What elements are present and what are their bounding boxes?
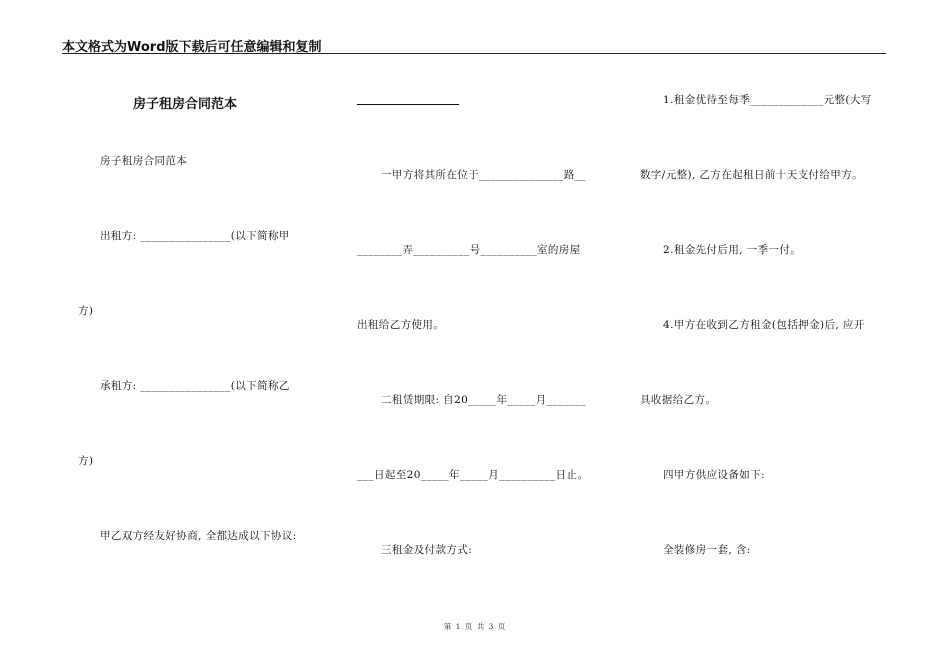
header-divider <box>62 53 886 54</box>
right-line-2: 数字/元整), 乙方在起租日前十天支付给甲方。 <box>640 169 864 181</box>
right-line-7: 全装修房一套, 含: <box>663 544 751 556</box>
right-line-3: 2.租金先付后用, 一季一付。 <box>663 244 802 256</box>
document-title: 房子租房合同范本 <box>133 97 238 112</box>
page-number: 第 1 页 共 3 页 <box>443 622 507 631</box>
right-line-1: 1.租金优待至每季_____________元整(大写 <box>663 94 872 106</box>
middle-line-2: ________弄__________号__________室的房屋 <box>357 244 581 256</box>
left-line-3: 方) <box>78 305 94 317</box>
right-line-4: 4.甲方在收到乙方租金(包括押金)后, 应开 <box>663 319 865 331</box>
left-line-2: 出租方: ________________(以下简称甲 <box>100 230 290 242</box>
middle-line-4: 二租赁期限: 自20_____年_____月_______ <box>381 394 587 406</box>
left-line-5: 方) <box>78 455 94 467</box>
left-line-1: 房子租房合同范本 <box>100 155 188 167</box>
document-header: 本文格式为Word版下载后可任意编辑和复制 <box>62 40 322 55</box>
middle-line-1: 一甲方将其所在位于_______________路__ <box>381 169 587 181</box>
right-line-6: 四甲方供应设备如下: <box>663 469 766 481</box>
right-line-5: 具收据给乙方。 <box>640 394 717 406</box>
middle-line-5: ___日起至20_____年_____月__________日止。 <box>357 469 589 481</box>
middle-line-6: 三租金及付款方式: <box>381 544 473 556</box>
left-line-6: 甲乙双方经友好协商, 全都达成以下协议: <box>100 530 297 542</box>
blank-underline <box>357 104 459 105</box>
left-line-4: 承租方: ________________(以下简称乙 <box>100 380 290 392</box>
middle-line-3: 出租给乙方使用。 <box>357 319 445 331</box>
